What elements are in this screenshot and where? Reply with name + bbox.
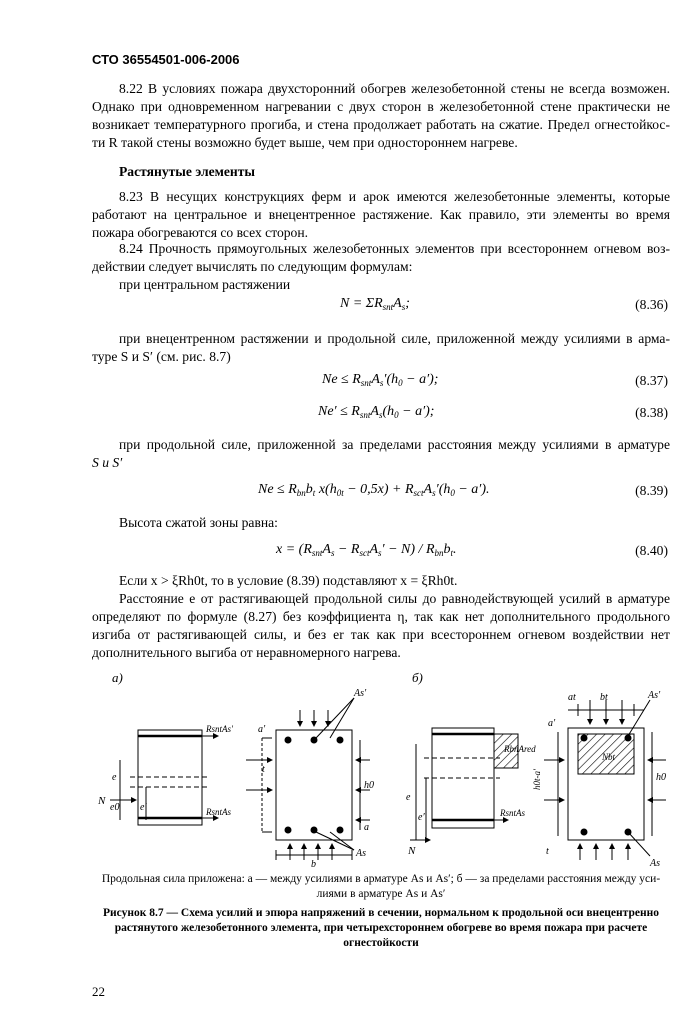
paragraph-8-23: 8.23 В несущих конструкциях ферм и арок имеются железобетонные элементы, которые работают на центральное и внецентренное растяжение. Как правило, эти элементы во время пожара обогреваются со всех сторон. [92,189,670,240]
label-b-a: b [311,859,316,870]
label-t-a: t [262,764,265,775]
label-h0-b: h0 [656,772,666,783]
label-t-b: t [546,846,549,857]
rebar-points-a [285,737,344,834]
figure-label-a: а) [112,670,123,685]
figure-label-b: б) [412,670,423,685]
figure-caption-title: Рисунок 8.7 — Схема усилий и эпюра напряжений в сечении, нормальном к продольной оси внецентренно растянутого железобетонного элемента, при четырехстороннем обогреве во время пожара при расчете огнестойкости [103,907,659,949]
section-title: Растянутые элементы [119,164,256,179]
label-a-prime-b: a′ [548,718,556,729]
diagram-a-section [246,698,370,860]
formula-8-40: $x = (R_{snt}A_s - R_{sct}A_s' - N) / R_{bn}b_t$. [276,542,457,558]
page-number: 22 [92,984,105,999]
paragraph-8-24: 8.24 Прочность прямоугольных железобетонных элементов при всестороннем огневом воз- действии следует вычислять по следующим формулам: при центральном растяжении [92,241,670,292]
formula-number-8-38: (8.38) [635,405,668,420]
label-rbn-ared-b: RbnAred [504,744,536,754]
formula-8-38: $Ne' \le R_{snt}A_s(h_0 - a')$; [318,404,435,420]
label-a-prime-a: a′ [258,724,266,735]
label-at-b: at [568,692,576,703]
figure-8-7 [0,660,700,870]
paragraph-height: Высота сжатой зоны равна: [119,515,278,530]
paragraph-eccentric: при внецентренном растяжении и продольной силе, приложенной между усилиями в арма- туре S и S′ (см. рис. 8.7) [92,331,670,364]
formula-number-8-36: (8.36) [635,297,668,312]
diagram-a-elevation [110,730,218,825]
figure-caption-conditions: Продольная сила приложена: а — между усилиями в арматуре As и As′; б — за пределами расстояния между уси- лиями в арматуре As и As′ [101,873,661,900]
label-bt-b: bt [600,692,608,703]
label-e-a: e [112,772,117,783]
label-n-a: N [98,795,106,807]
label-h0-a: h0 [364,780,374,791]
document-header: СТО 36554501-006-2006 [92,52,240,67]
label-as-a: As [356,848,366,859]
label-e-prime-a: e′ [140,802,147,813]
paragraph-distance: Расстояние e от растягивающей продольной силы до равнодействующей усилий в арматуре определяют по формуле (8.27) без коэффициента η, так как нет дополнительного продольного изгиба от растягивающей силы, и без er так как при всестороннем огневом воздействии нет дополнительного выгиба от неравномерного нагрева. [92,591,670,660]
label-as-prime-a: As′ [354,688,367,699]
label-nbt-b: Nbt [602,752,616,762]
formula-8-37: $Ne \le R_{snt}A_s'(h_0 - a')$; [322,372,439,388]
label-rsnt-as-a: RsntAs [206,807,232,817]
paragraph-condition: Если x > ξRh0t, то в условие (8.39) подставляют x = ξRh0t. [119,573,458,588]
diagram-b-elevation [410,728,518,840]
diagram-b-section [544,700,666,860]
label-as-prime-b: As′ [648,690,661,701]
formula-number-8-39: (8.39) [635,483,668,498]
paragraph-8-22: 8.22 В условиях пожара двухсторонний обогрев железобетонной стены не всегда возможен. Однако при одновременном нагревании с двух сторон в железобетонной стене практически не возникает температурного прогиба, и стена продолжает работать на сжатие. Предел огнестойкос- ти R такой стены возможно будет выше, чем при одностороннем нагреве. [92,81,670,150]
label-a-a: a [364,822,369,833]
label-n-b: N [408,845,416,857]
label-e-b: e [406,792,411,803]
label-rsnt-as-prime-a: RsntAs′ [206,724,233,734]
label-as-b: As [650,858,660,869]
label-h0t-a-b: h0t-a′ [532,769,542,790]
label-e-prime-b: e′ [418,812,425,823]
formula-number-8-37: (8.37) [635,373,668,388]
label-e0-a: e0 [110,802,120,813]
formula-8-36: $N = \Sigma R_{snt}A_s$; [340,296,410,312]
label-rsnt-as-b: RsntAs [500,808,526,818]
paragraph-outside: при продольной силе, приложенной за пределами расстояния между усилиями в арматуре S и S′ [92,437,670,470]
formula-8-39: $Ne \le R_{bn}b_t$ $x(h_{0t} - 0,5x) + R_{sct}A_s'(h_0 - a')$. [258,482,490,498]
formula-number-8-40: (8.40) [635,543,668,558]
